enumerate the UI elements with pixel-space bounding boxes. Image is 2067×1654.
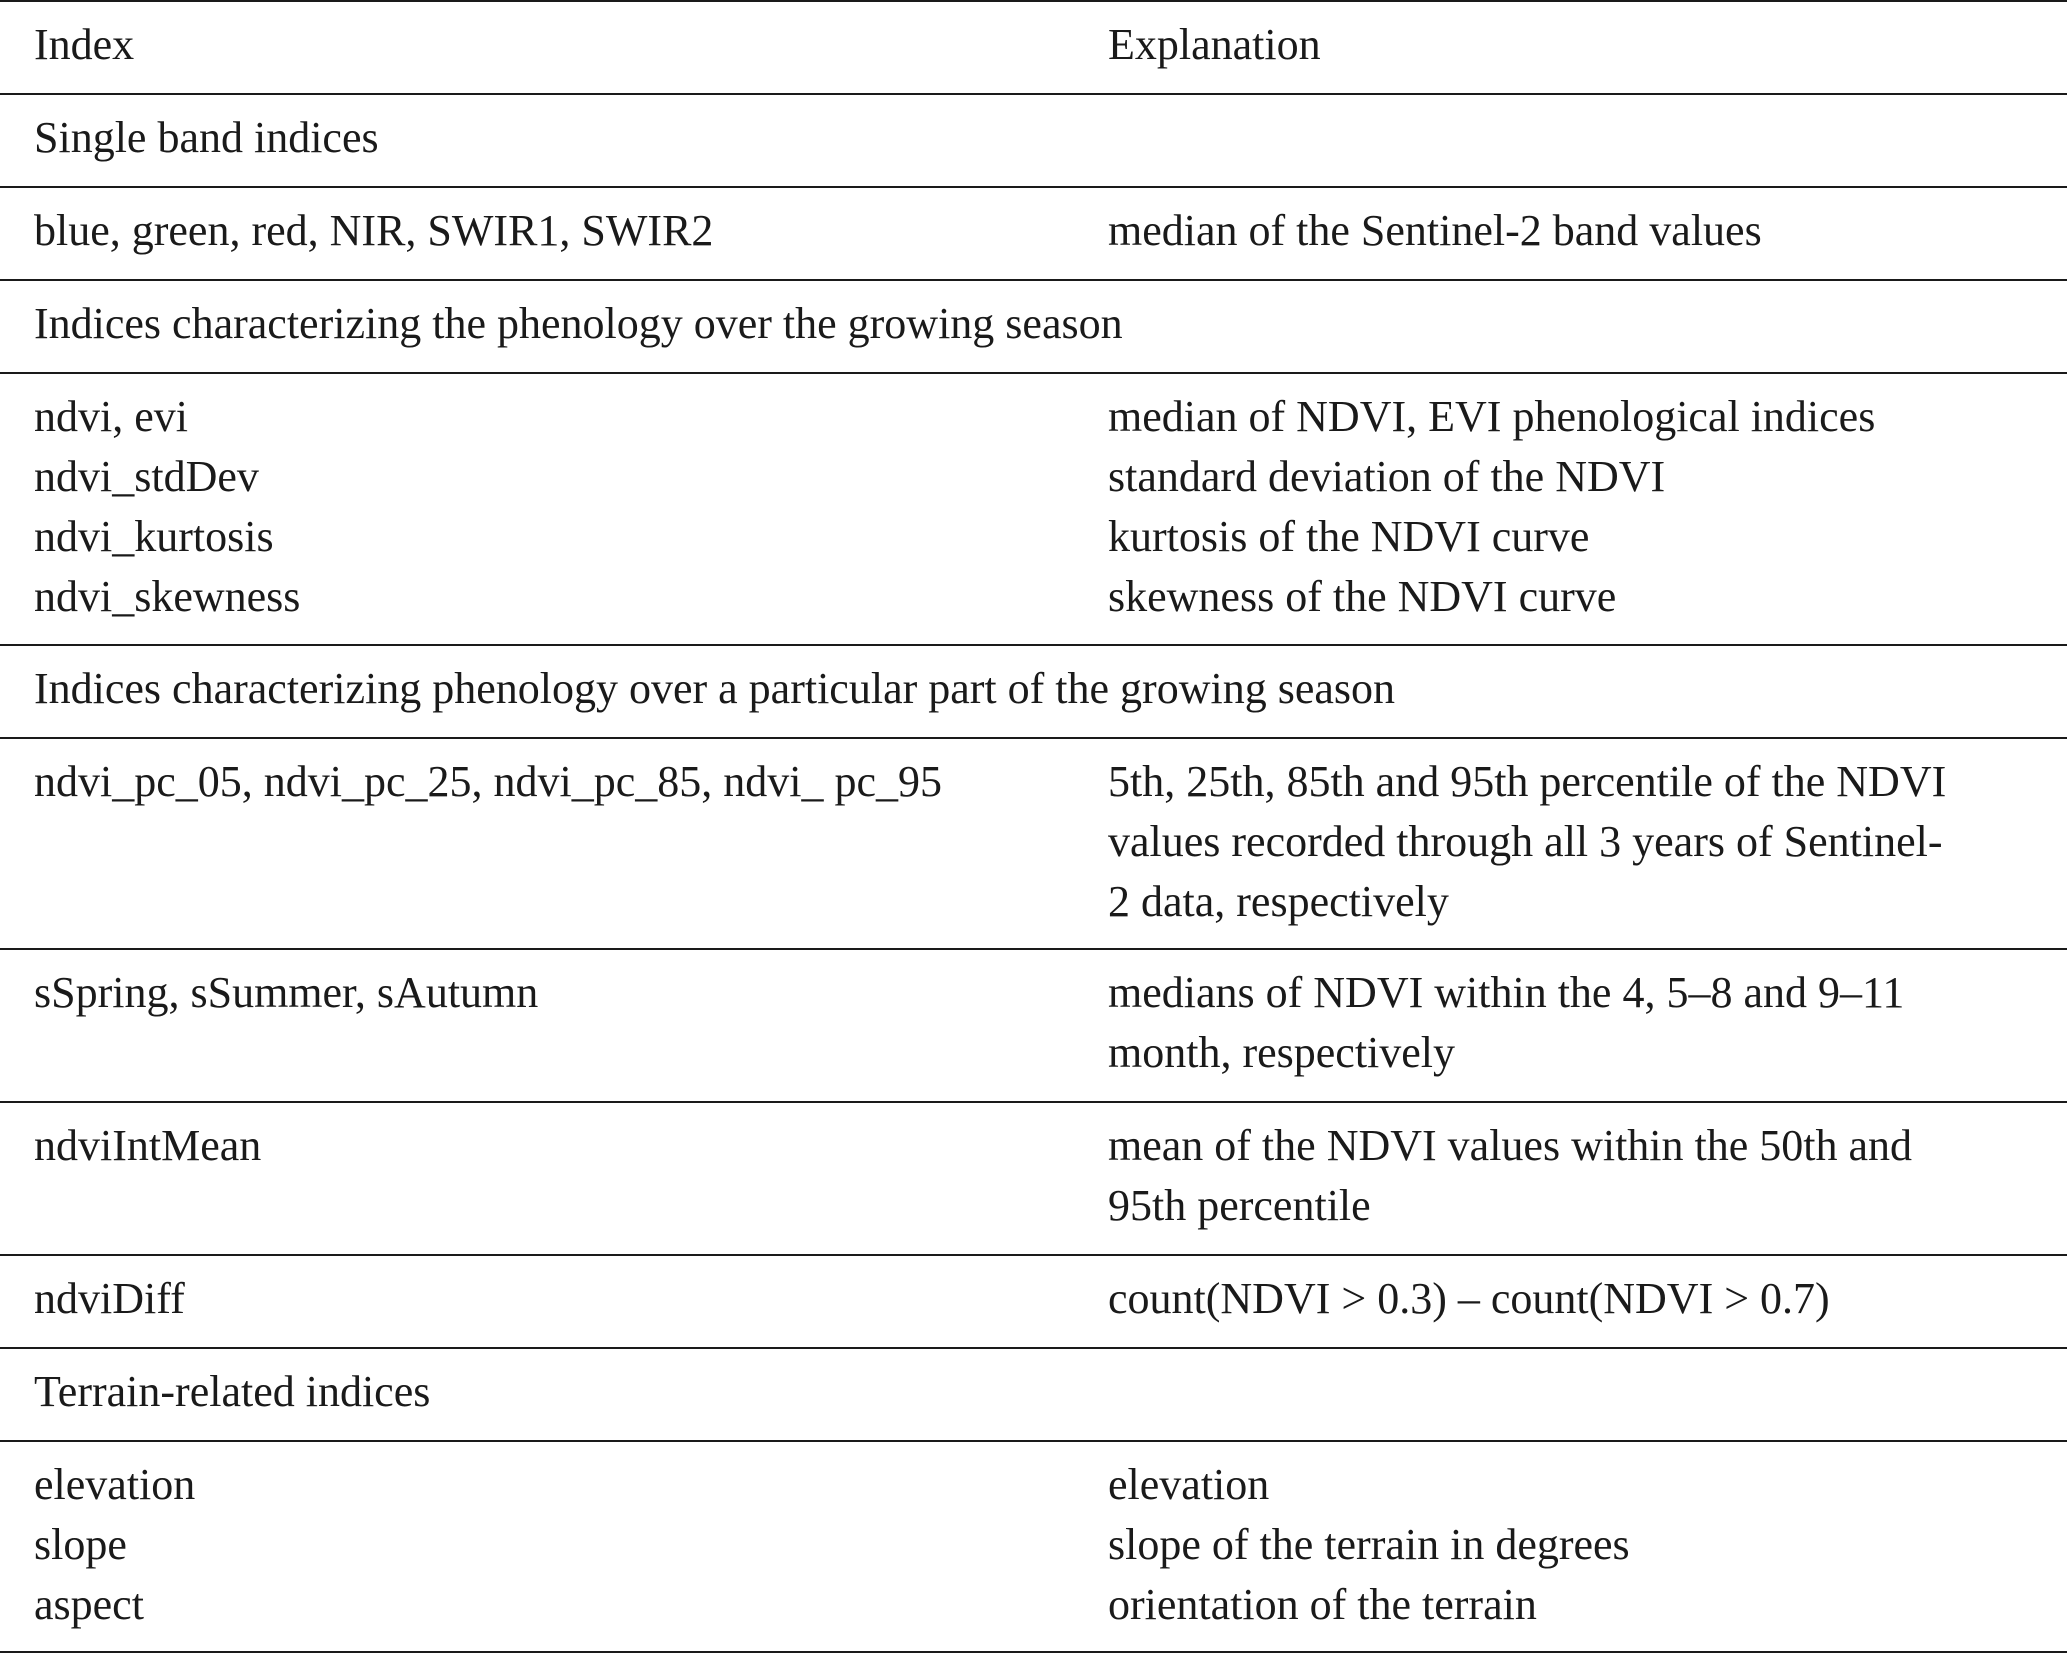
explanation-line: 5th, 25th, 85th and 95th percentile of the NDVI [1108,757,1947,806]
row-rule [0,948,2067,950]
index-line: ndvi_skewness [34,572,301,621]
row-rule [0,644,2067,646]
section-rule [0,737,2067,739]
explanation-line: standard deviation of the NDVI [1108,452,1666,501]
explanation-cell: median of the Sentinel-2 band values [1108,206,1762,255]
index-line: aspect [34,1580,144,1629]
index-cell: blue, green, red, NIR, SWIR1, SWIR2 [34,206,714,255]
row-rule [0,1254,2067,1256]
index-line: ndvi_kurtosis [34,512,274,561]
index-cell: ndviDiff [34,1274,185,1323]
explanation-cell [1108,963,2034,1083]
explanation-cell [1108,752,2034,932]
section-title: Indices characterizing the phenology over the growing season [34,299,1123,348]
index-line: ndvi, evi [34,392,188,441]
table-top-rule [0,0,2067,2]
index-cell: ndvi_pc_05, ndvi_pc_25, ndvi_pc_85, ndvi_ pc_95 [34,757,943,806]
row-rule [0,279,2067,281]
index-line: elevation [34,1460,196,1509]
explanation-cell [1108,1455,1630,1635]
explanation-line: 95th percentile [1108,1181,1371,1230]
index-cell: ndviIntMean [34,1121,262,1170]
explanation-cell [1108,1116,2034,1236]
header-bottom-rule [0,93,2067,95]
explanation-line: medians of NDVI within the 4, 5–8 and 9–11 [1108,968,1905,1017]
explanation-line: month, respectively [1108,1028,1456,1077]
section-rule [0,372,2067,374]
explanation-line: values recorded through all 3 years of Sentinel- [1108,817,1943,866]
explanation-cell: count(NDVI > 0.3) – count(NDVI > 0.7) [1108,1274,1830,1323]
section-title: Single band indices [34,113,379,162]
index-line: slope [34,1520,127,1569]
explanation-line: orientation of the terrain [1108,1580,1537,1629]
explanation-line: median of NDVI, EVI phenological indices [1108,392,1876,441]
column-header-index: Index [34,20,135,69]
section-rule [0,186,2067,188]
explanation-line: elevation [1108,1460,1270,1509]
explanation-line: mean of the NDVI values within the 50th and [1108,1121,1913,1170]
row-rule [0,1101,2067,1103]
table-bottom-rule [0,1651,2067,1653]
index-cell [34,387,300,627]
section-rule [0,1440,2067,1442]
column-header-explanation: Explanation [1108,20,1321,69]
explanation-line: skewness of the NDVI curve [1108,572,1617,621]
index-cell [34,1455,195,1635]
explanation-line: slope of the terrain in degrees [1108,1520,1630,1569]
row-rule [0,1347,2067,1349]
section-title: Indices characterizing phenology over a particular part of the growing season [34,664,1396,713]
explanation-cell [1108,387,1875,627]
index-line: ndvi_stdDev [34,452,259,501]
explanation-line: 2 data, respectively [1108,877,1449,926]
section-title: Terrain-related indices [34,1367,431,1416]
index-cell: sSpring, sSummer, sAutumn [34,968,539,1017]
explanation-line: kurtosis of the NDVI curve [1108,512,1590,561]
